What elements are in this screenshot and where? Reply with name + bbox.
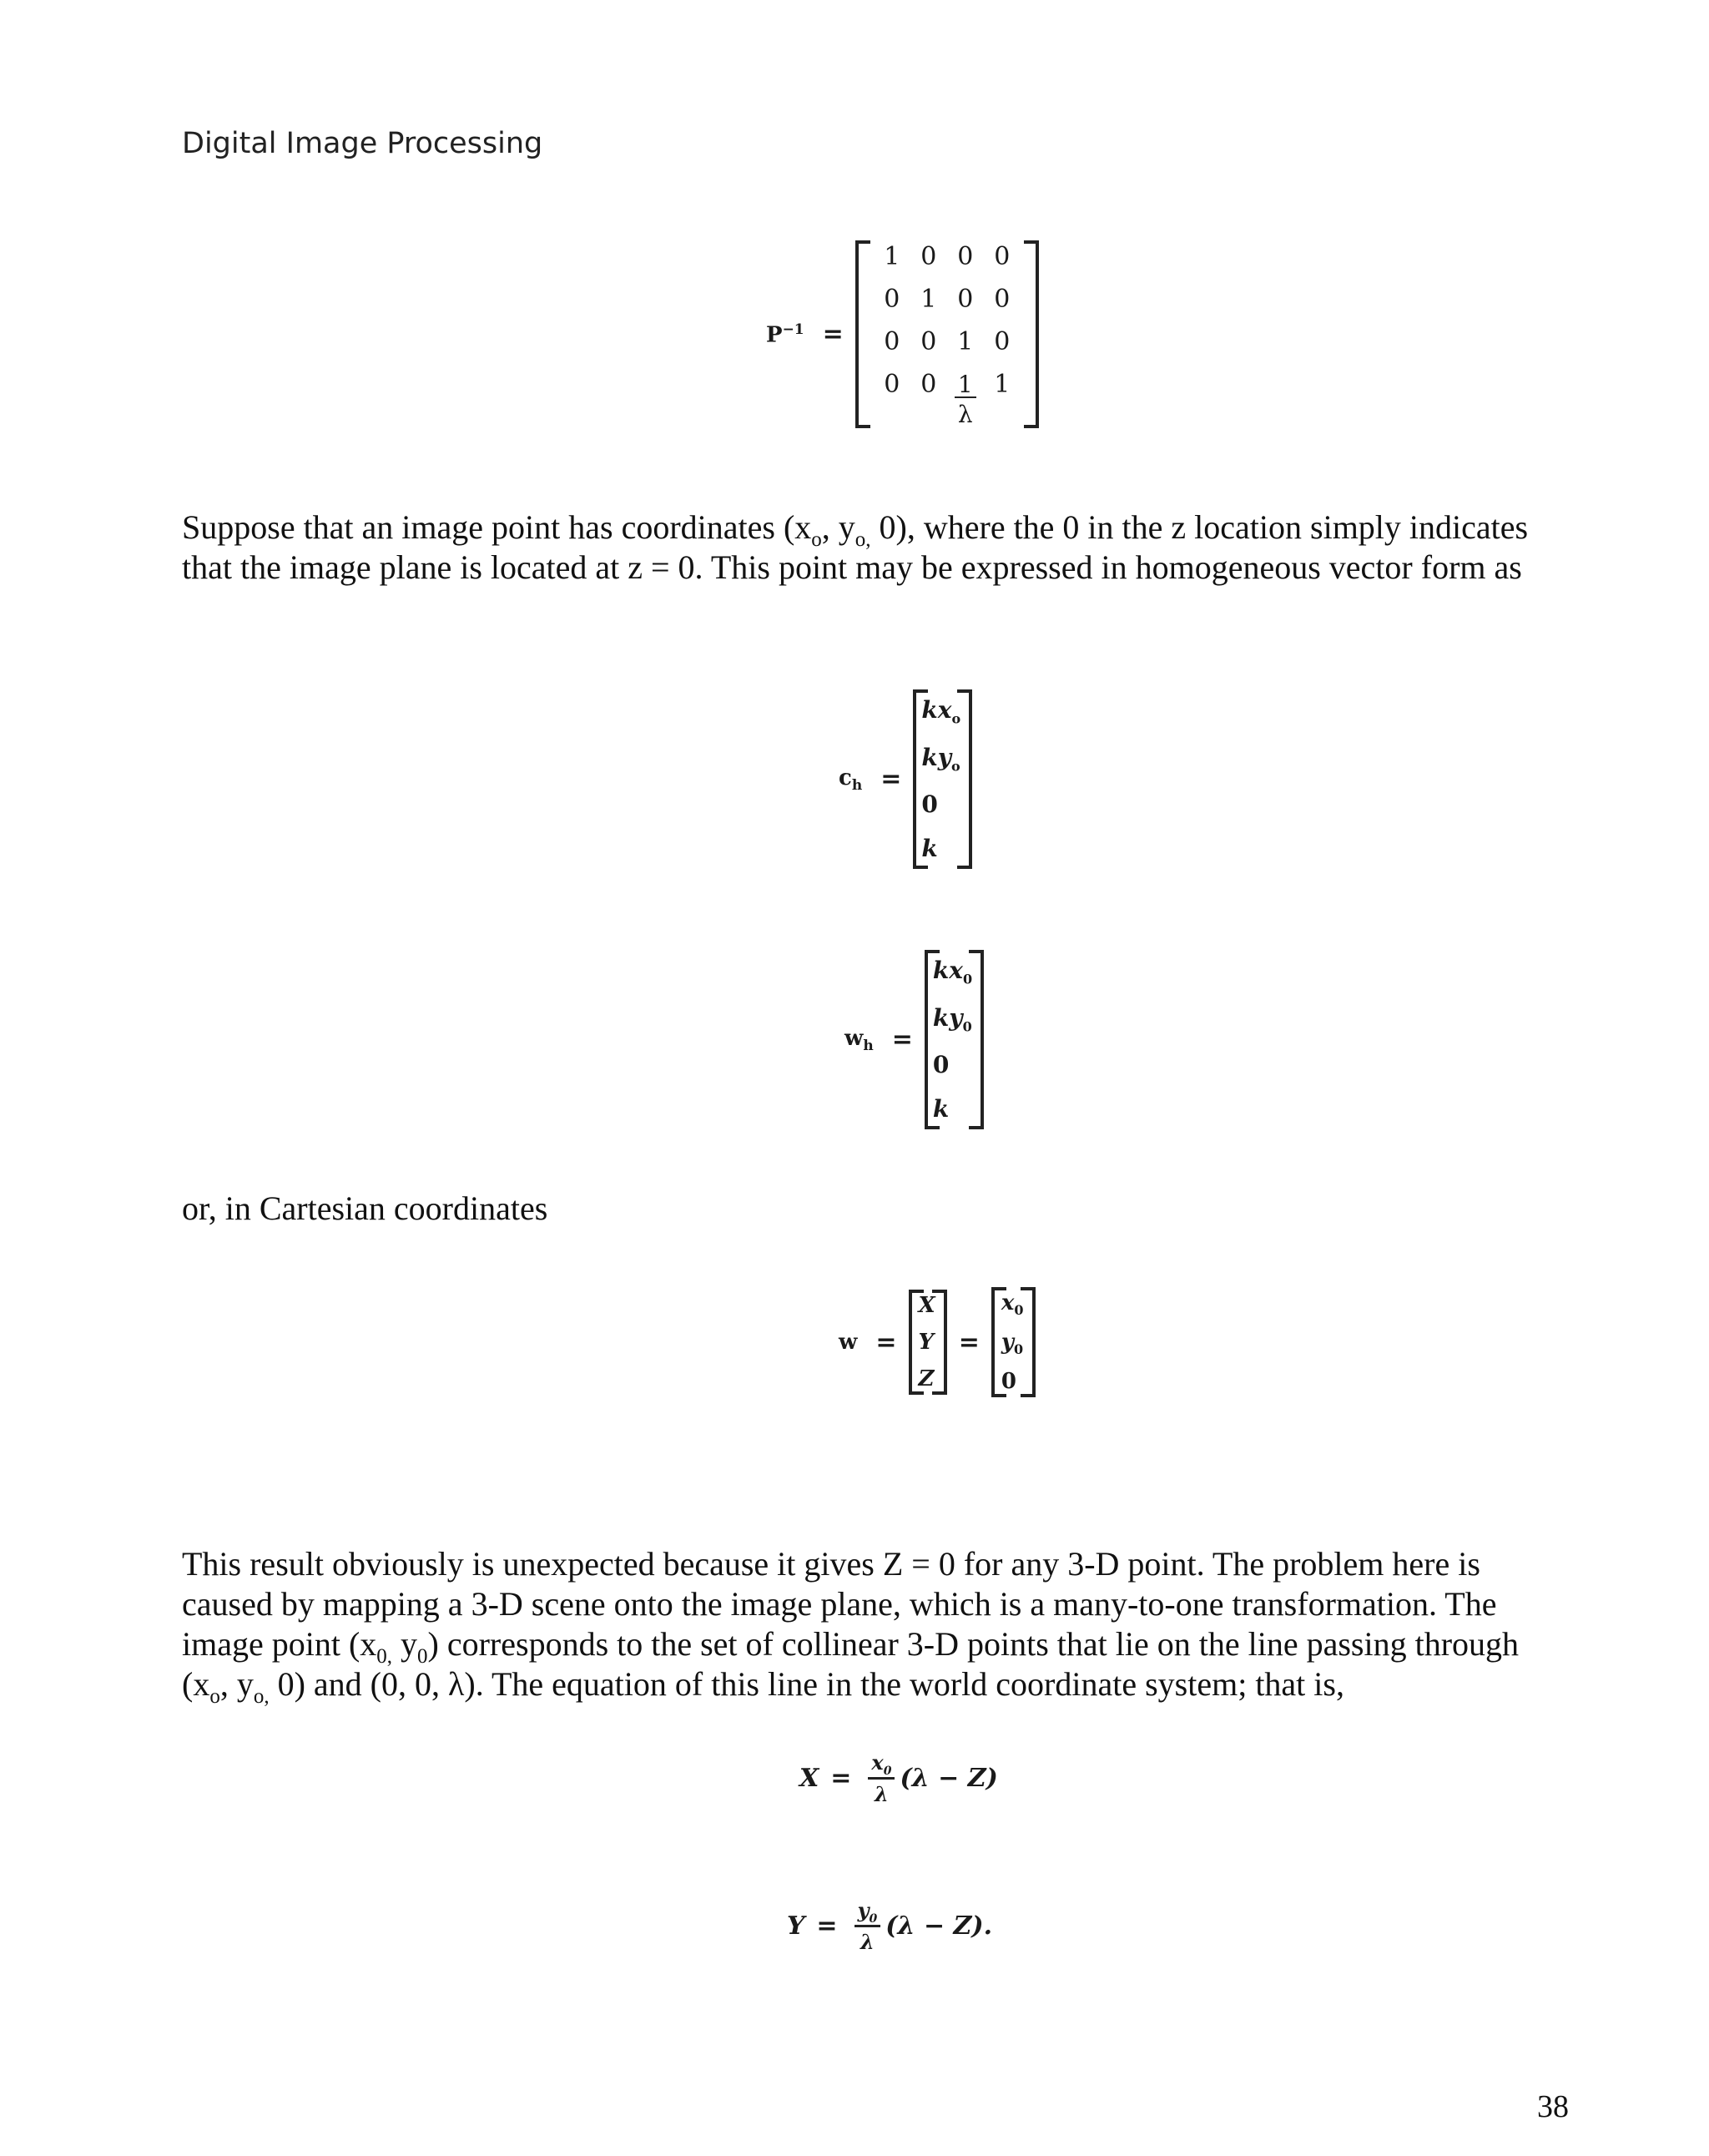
w-equation bbox=[839, 1287, 1036, 1397]
equals-sign: = bbox=[880, 765, 902, 795]
vector-entry: $x_0$ bbox=[1001, 1290, 1024, 1319]
paragraph-cartesian: or, in Cartesian coordinates bbox=[182, 1189, 548, 1227]
y-line-equation bbox=[787, 1898, 993, 1954]
p-inverse-equation bbox=[766, 240, 1039, 428]
paragraph-result: This result obviously is unexpected because it gives Z = 0 for any 3-D point. The problem here is caused by mapping a 3-D scene onto the image plane, which is a many-to-one transformation. The image point ($x_{0,}$ $y_0$) corresponds to the set of collinear 3-D points that lie on the line passing through ($x_o$, $y_{o,}$ 0) and (0, 0, λ). The equation of this line in the world coordinate system; that is, bbox=[182, 1545, 1520, 1708]
page-number: 38 bbox=[1537, 2089, 1569, 2124]
ch-equation bbox=[839, 689, 972, 869]
ch-vector bbox=[913, 689, 972, 869]
vector-entry: Y bbox=[918, 1330, 935, 1356]
y-lhs: Y bbox=[787, 1911, 805, 1941]
matrix-cell: 0 bbox=[920, 327, 937, 356]
matrix-cell: 0 bbox=[884, 327, 900, 356]
vector-entry: k bbox=[932, 1095, 950, 1123]
vector-entry: $y_0$ bbox=[1001, 1330, 1024, 1358]
equals-sign: = bbox=[822, 320, 844, 349]
y-rhs: (λ − Z). bbox=[885, 1911, 993, 1941]
matrix-cell-fraction: $\frac{1}{\lambda}$ bbox=[947, 370, 984, 427]
paragraph-image-point: Suppose that an image point has coordinates ($x_o$, $y_{o,}$ 0), where the 0 in the z location simply indicates that the image plane is located at z = 0. This point may be expressed in homogeneous vector form as bbox=[182, 508, 1529, 586]
matrix-cell: 1 bbox=[920, 285, 937, 314]
matrix-cell: 0 bbox=[994, 285, 1011, 314]
vector-entry: Z bbox=[918, 1366, 935, 1392]
matrix-cell: 0 bbox=[957, 285, 974, 314]
vector-entry: $ky_o$ bbox=[921, 743, 960, 775]
matrix-cell: 0 bbox=[920, 370, 937, 399]
matrix-cell: 1 bbox=[884, 242, 900, 271]
equals-sign: = bbox=[830, 1764, 852, 1794]
running-header: Digital Image Processing bbox=[182, 127, 543, 160]
matrix-cell: 0 bbox=[957, 242, 974, 271]
ch-lhs: $c_h$ bbox=[839, 765, 863, 794]
x-line-equation bbox=[799, 1750, 998, 1806]
vector-entry: 0 bbox=[921, 790, 938, 819]
w-left-vector bbox=[909, 1290, 947, 1395]
vector-entry: 0 bbox=[932, 1051, 950, 1079]
equals-sign: = bbox=[816, 1911, 838, 1941]
wh-equation bbox=[844, 950, 984, 1129]
matrix-cell: 0 bbox=[884, 285, 900, 314]
vector-entry: k bbox=[921, 835, 938, 863]
vector-entry: $kx_0$ bbox=[932, 957, 973, 987]
vector-entry: 0 bbox=[1001, 1369, 1016, 1395]
matrix-cell: 0 bbox=[920, 242, 937, 271]
vector-entry: X bbox=[918, 1293, 935, 1319]
p-inverse-matrix bbox=[855, 240, 1039, 428]
matrix-cell: 0 bbox=[994, 327, 1011, 356]
matrix-cell: 0 bbox=[994, 242, 1011, 271]
y-fraction: $\frac{y_0}{\lambda}$ bbox=[854, 1901, 881, 1952]
w-right-vector bbox=[991, 1287, 1036, 1397]
x-lhs: X bbox=[799, 1764, 819, 1794]
equals-sign: = bbox=[958, 1327, 980, 1357]
wh-vector bbox=[925, 950, 984, 1129]
p-inverse-lhs: $P^{-1}$ bbox=[766, 321, 804, 348]
w-lhs: w bbox=[839, 1330, 858, 1356]
matrix-cell: 1 bbox=[994, 370, 1011, 399]
vector-entry: $ky_0$ bbox=[932, 1003, 972, 1035]
vector-entry: $kx_o$ bbox=[921, 696, 961, 727]
wh-lhs: $w_h$ bbox=[844, 1025, 874, 1054]
matrix-cell: 1 bbox=[957, 327, 974, 356]
matrix-cell: 0 bbox=[884, 370, 900, 399]
equals-sign: = bbox=[875, 1327, 897, 1357]
x-rhs: (λ − Z) bbox=[900, 1764, 998, 1794]
equals-sign: = bbox=[891, 1025, 913, 1055]
x-fraction: $\frac{x_0}{\lambda}$ bbox=[868, 1753, 895, 1805]
